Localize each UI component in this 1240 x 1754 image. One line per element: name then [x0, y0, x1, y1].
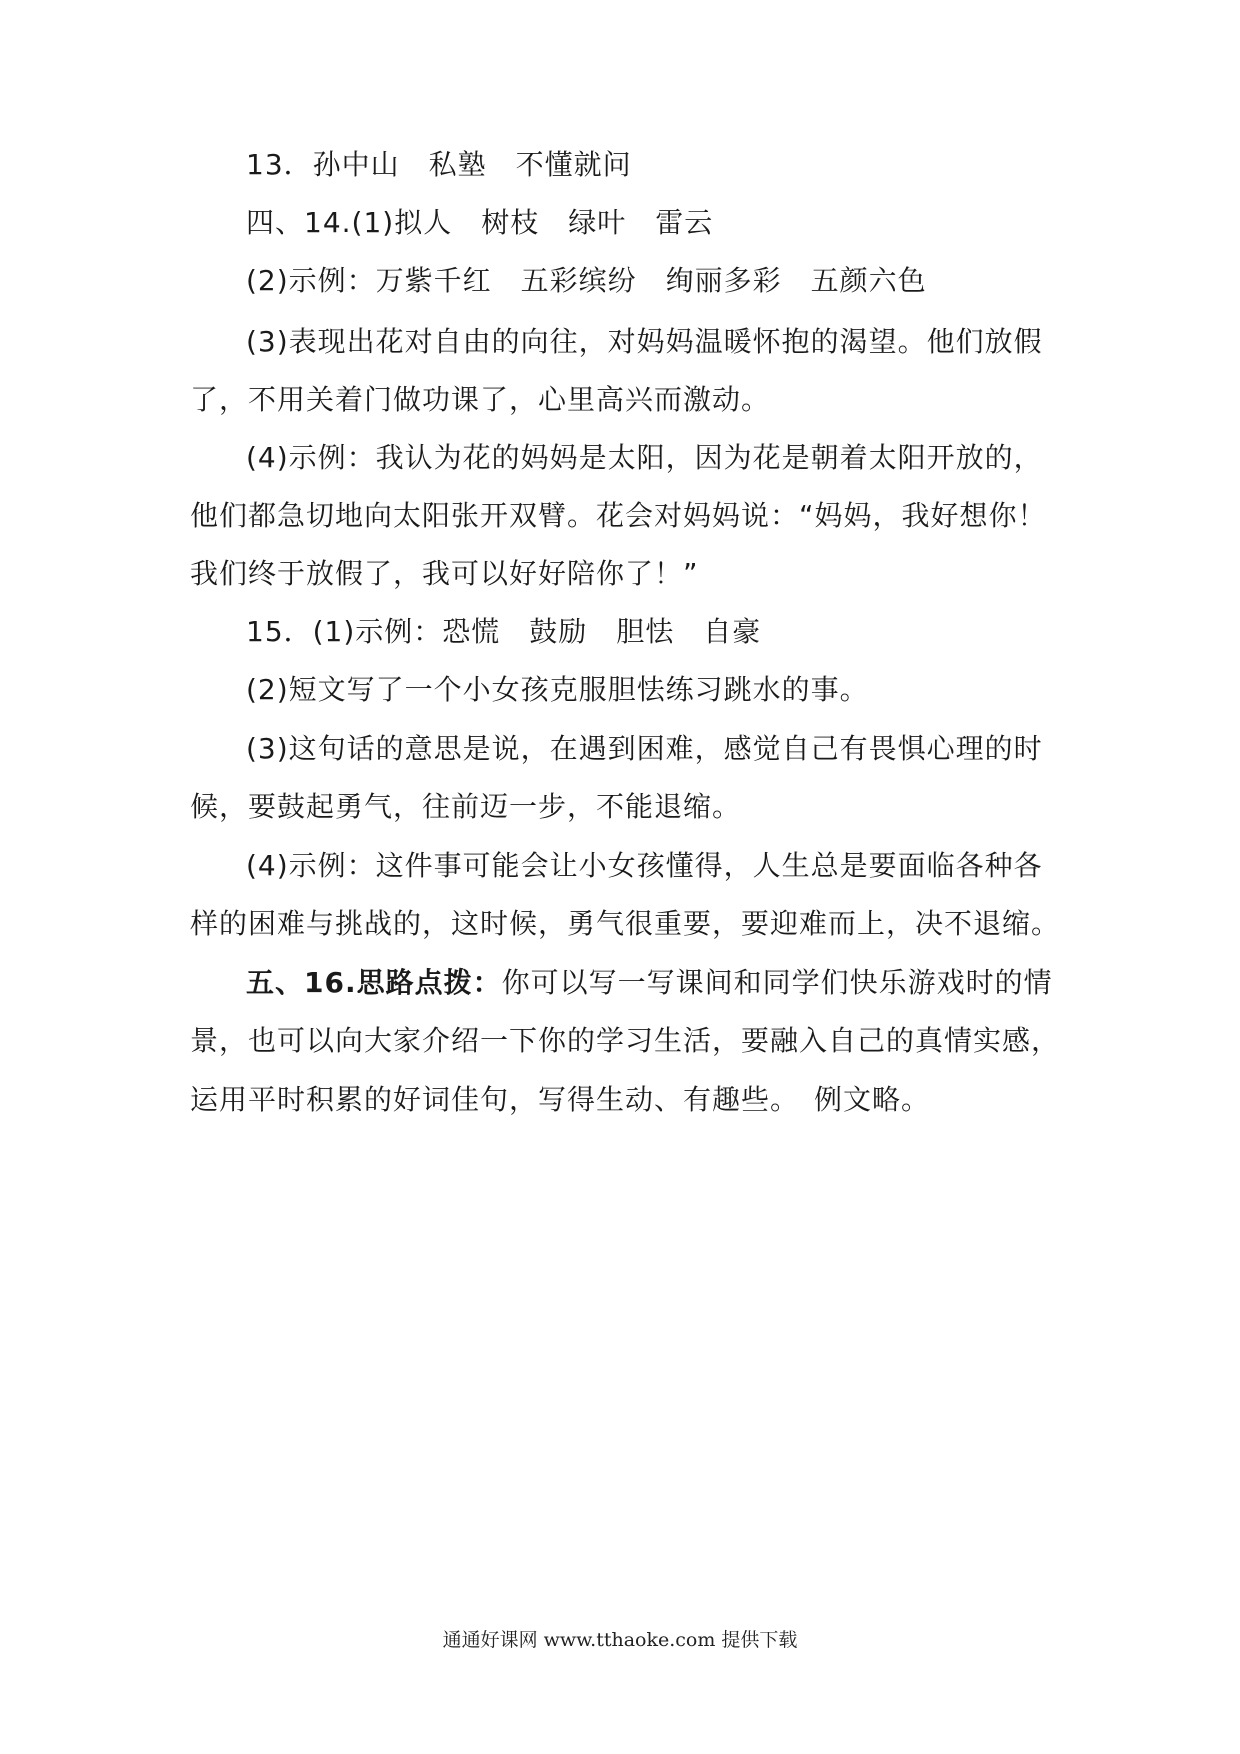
- answer-q15-3-line1: (3)这句话的意思是说，在遇到困难，感觉自己有畏惧心理的时: [246, 732, 1043, 765]
- answer-q14-4-line2: 他们都急切地向太阳张开双臂。花会对妈妈说：“妈妈，我好想你！: [190, 499, 1047, 532]
- answer-q14-4-line3: 我们终于放假了，我可以好好陪你了！”: [190, 557, 699, 590]
- answer-q16-line3: 运用平时积累的好词佳句，写得生动、有趣些。 例文略。: [190, 1083, 931, 1116]
- footer-source: 通通好课网 www.tthaoke.com 提供下载: [442, 1629, 798, 1651]
- answer-q15-1: 15．(1)示例：恐慌 鼓励 胆怯 自豪: [246, 615, 762, 648]
- answer-q13: 13．孙中山 私塾 不懂就问: [246, 148, 632, 181]
- answer-q15-4-line2: 样的困难与挑战的，这时候，勇气很重要，要迎难而上，决不退缩。: [190, 907, 1061, 940]
- answer-q16-line1: [246, 963, 1126, 1003]
- answer-q14-2: (2)示例：万紫千红 五彩缤纷 绚丽多彩 五颜六色: [246, 264, 927, 297]
- answer-q14-1: 四、14.(1)拟人 树枝 绿叶 雷云: [246, 206, 714, 239]
- answer-q14-3-line2: 了，不用关着门做功课了，心里高兴而激动。: [190, 383, 771, 416]
- answer-q16-line1-text: 你可以写一写课间和同学们快乐游戏时的情: [501, 966, 1053, 999]
- answer-q16-label: 五、16.思路点拨：: [246, 966, 502, 999]
- answer-q14-3-line1: (3)表现出花对自由的向往，对妈妈温暖怀抱的渴望。他们放假: [246, 325, 1043, 358]
- answer-q15-4-line1: (4)示例：这件事可能会让小女孩懂得，人生总是要面临各种各: [246, 849, 1043, 882]
- answer-q15-2: (2)短文写了一个小女孩克服胆怯练习跳水的事。: [246, 673, 869, 706]
- answer-q14-4-line1: (4)示例：我认为花的妈妈是太阳，因为花是朝着太阳开放的，: [246, 441, 1043, 474]
- answer-q15-3-line2: 候，要鼓起勇气，往前迈一步，不能退缩。: [190, 790, 742, 823]
- answer-q16-line2: 景，也可以向大家介绍一下你的学习生活，要融入自己的真情实感，: [190, 1024, 1061, 1057]
